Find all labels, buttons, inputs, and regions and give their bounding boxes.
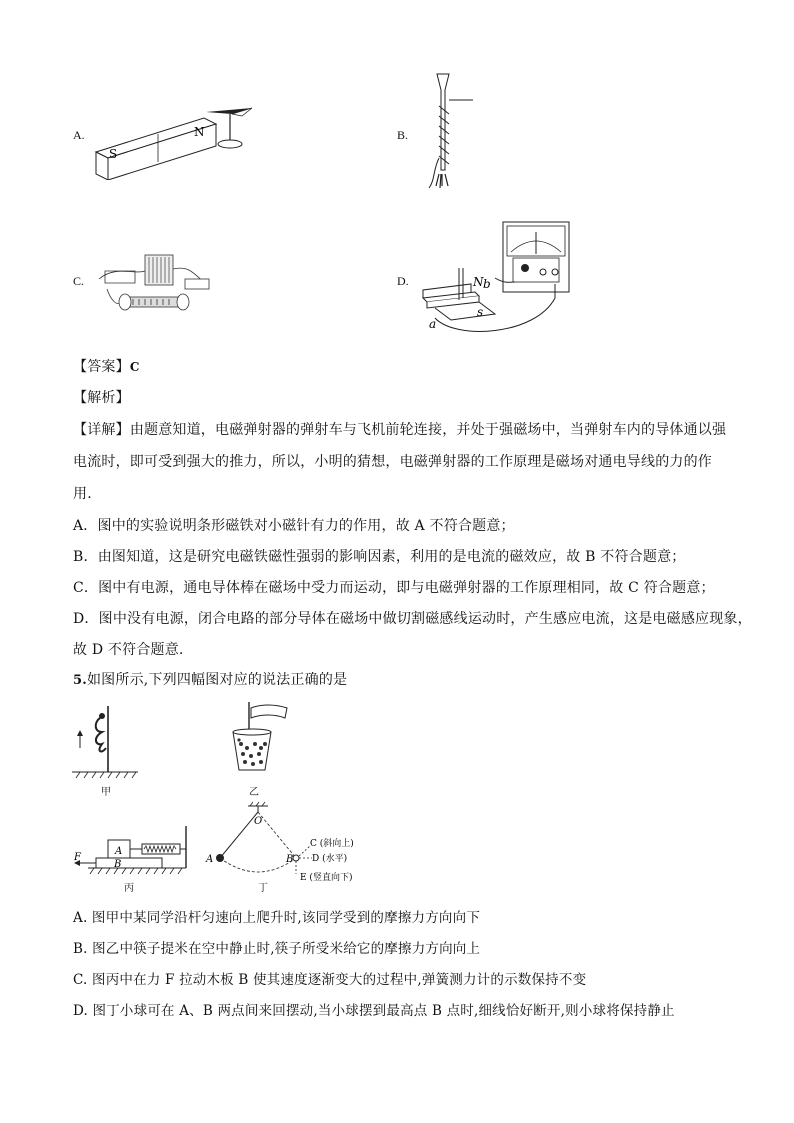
caption-ding: 丁 xyxy=(258,883,268,894)
point-b-label: B xyxy=(286,854,294,865)
option-b-label: B. xyxy=(397,128,409,142)
analysis-line-3: 用. xyxy=(73,486,92,502)
fig-d-b-label: b xyxy=(483,277,491,291)
figure-electromagnet xyxy=(425,70,495,195)
analysis-line-1: 【详解】由题意知道，电磁弹射器的弹射车与飞机前轮连接，并处于强磁场中，当弹射车内的导体通以强 xyxy=(73,422,727,438)
force-f-label: F xyxy=(74,852,81,863)
figure-bing-blocks xyxy=(70,822,195,877)
direction-e-label: E (竖直向下) xyxy=(300,873,353,883)
figure-motor-apparatus xyxy=(95,245,220,320)
detail-label: 【详解】 xyxy=(73,422,130,438)
fig-d-n-label: N xyxy=(473,275,484,289)
figure-ding-pendulum xyxy=(204,800,374,890)
option-d-label: D. xyxy=(397,274,409,288)
analysis-option-d: D．图中没有电源，闭合电路的部分导体在磁场中做切割磁感线运动时，产生感应电流，这是电磁感应现象， xyxy=(73,611,752,627)
caption-jia: 甲 xyxy=(101,787,111,798)
option-c-label: C. xyxy=(73,274,85,288)
answer-line xyxy=(73,359,723,375)
figure-galvanometer-circuit xyxy=(415,218,575,333)
q5-option-d: D. 图丁小球可在 A、B 两点间来回摆动,当小球摆到最高点 B 点时,细线恰好断开,则小球将保持静止 xyxy=(73,1003,675,1019)
caption-bing: 丙 xyxy=(124,883,134,894)
magnet-n-label: N xyxy=(194,125,205,139)
analysis-label: 【解析】 xyxy=(73,390,130,406)
magnet-s-label: S xyxy=(109,147,118,161)
block-a-label: A xyxy=(115,846,123,857)
caption-yi: 乙 xyxy=(249,787,259,798)
analysis-line-2: 电流时，即可受到强大的推力，所以，小明的猜想，电磁弹射器的工作原理是磁场对通电导线的力的作 xyxy=(73,454,712,470)
q5-number: 5. xyxy=(73,673,87,688)
direction-d-label: D (水平) xyxy=(312,854,348,864)
q5-option-b: B. 图乙中筷子提米在空中静止时,筷子所受米给它的摩擦力方向向上 xyxy=(73,941,481,957)
answer-label: 【答案】 xyxy=(73,359,130,375)
answer-value: C xyxy=(129,360,140,374)
point-o-label: O xyxy=(254,816,263,827)
figure-bar-magnet xyxy=(92,100,262,180)
q5-option-a: A. 图甲中某同学沿杆匀速向上爬升时,该同学受到的摩擦力方向向下 xyxy=(73,910,481,926)
analysis-option-d-cont: 故 D 不符合题意. xyxy=(73,642,184,658)
q5-stem: 5.如图所示,下列四幅图对应的说法正确的是 xyxy=(73,672,348,688)
analysis-option-a: A．图中的实验说明条形磁铁对小磁针有力的作用，故 A 不符合题意； xyxy=(73,518,515,534)
analysis-option-b: B．由图知道，这是研究电磁铁磁性强弱的影响因素，利用的是电流的磁效应，故 B 不符合题意； xyxy=(73,549,686,565)
direction-c-label: C (斜向上) xyxy=(310,839,354,849)
fig-d-s-label: s xyxy=(477,305,484,319)
figure-jia-climber xyxy=(72,702,142,792)
figure-yi-chopsticks xyxy=(225,700,300,772)
q5-option-c: C. 图丙中在力 F 拉动木板 B 使其速度逐渐变大的过程中,弹簧测力计的示数保持不变 xyxy=(73,972,587,988)
analysis-option-c: C．图中有电源，通电导体棒在磁场中受力而运动，即与电磁弹射器的工作原理相同，故 C 符合题意； xyxy=(73,580,715,596)
option-a-label: A. xyxy=(73,128,85,142)
block-b-label: B xyxy=(114,859,122,870)
point-a-label: A xyxy=(206,854,214,865)
fig-d-a-label: a xyxy=(429,317,437,331)
